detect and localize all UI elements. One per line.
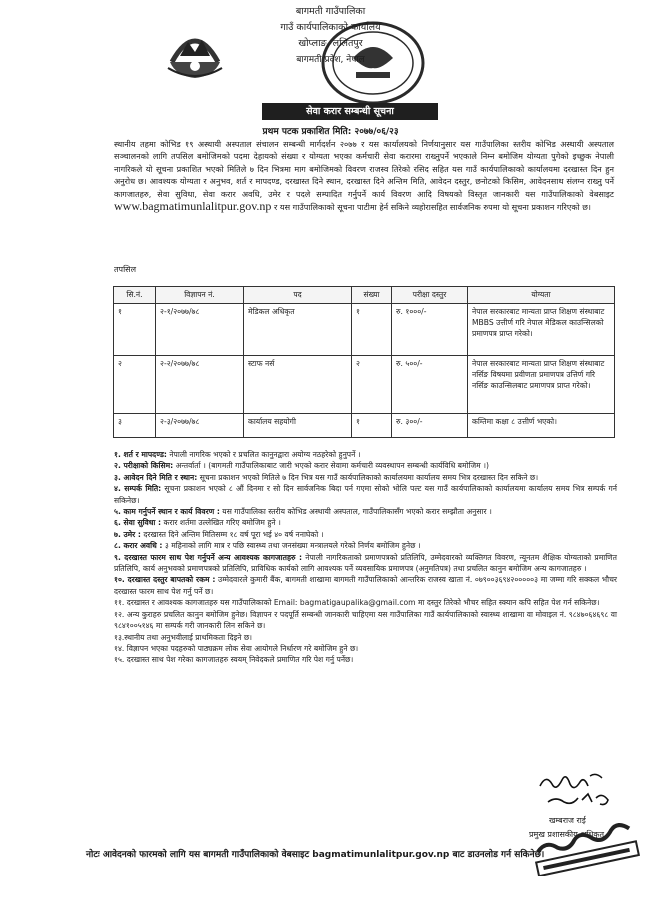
term-text: १४. विज्ञापन भएका पदहरुको पाठ्यक्रम लोक सेवा आयोगले निर्धारण गरे बमोजिम हुने छ। (114, 643, 359, 653)
col-header-fee: परीक्षा दस्तुर (392, 287, 468, 304)
vacancy-table (113, 286, 615, 438)
term-text: दरखास्त दिने अन्तिम मितिसम्म १८ वर्ष पूरा भई ४० वर्ष ननाघेको । (140, 529, 324, 539)
term-item (114, 654, 617, 665)
col-header-sn: सि.नं. (114, 287, 156, 304)
signatory-name: खम्बराज राई (549, 816, 586, 825)
intro-text: स्थानीय तहमा कोभिड १९ अस्थायी अस्पताल संचालन सम्बन्धी मार्गदर्शन २०७७ र यस कार्यालयको निर्णयानुसार यस गाउँपालिका स्तरीय कोभिड अस्थायी अस्पताल सञ्चालनको लागि तपसिल बमोजिमको पदमा देहायको संख्या र योग्यता भएका कर्मचारी सेवा करारमा राख्नुपर्ने भएकाले निम्न बमोजिम योग्यता पुगेको इच्छुक नेपाली नागरिकले यो सूचना प्रकाशित भएको मितिले ७ दिन भित्रमा माग बमोजिमको विवरण राजस्व तिरेको रसिद सहित यस गाउँ कार्यपालिकाको कार्यालयमा दरखास्त दिन हुन अनुरोध छ। आवश्यक योग्यता र अनुभव, शर्त र मापदण्ड, दरखास्त दिने स्थान, दरखास्त दिने अन्तिम मिति, आवेदन दस्तुर, छनोटको किसिम, आवेदनसाथ संलग्न राख्नु पर्ने कागजातहरु, सेवा सुविधा, सेवा करार अवधि, उमेर र पदले सम्पादित गर्नुपर्ने कार्य विवरण आदि विषयको विस्तृत जानकारी यस गाउँपालिकाको वेबसाइट (114, 139, 614, 199)
header-address: खोप्लाङ, ललितपुर (298, 38, 363, 49)
term-item (114, 609, 617, 632)
cell-qualification: नेपाल सरकारबाट मान्यता प्राप्त शिक्षण संस्थाबाट नर्सिङ विषयमा प्रवीणता प्रमाणपत्र उत्तिर्ण गरि नर्सिङ काउन्सिलबाट प्रमाणपत्र प्राप्त गरेको। (468, 356, 615, 414)
cell-ad-no: २-२/२०७७/७८ (156, 356, 244, 414)
term-item (114, 529, 617, 540)
term-label: ५. काम गर्नुपर्ने स्थान र कार्य विवरण : (114, 507, 220, 517)
term-item (114, 517, 617, 528)
terms-list (114, 449, 617, 666)
term-text: ३ महिनाको लागि मात्र र पछि स्वास्थ्य तथा जनसंख्या मन्त्रालयले गरेको निर्णय बमोजिम हुनेछ । (162, 541, 421, 551)
term-item (114, 506, 617, 517)
intro-paragraph (114, 138, 614, 213)
publication-date: प्रथम पटक प्रकाशित मिति: २०७७/०६/२३ (262, 127, 399, 137)
term-item (114, 597, 617, 608)
cell-post: कार्यालय सहयोगी (244, 414, 352, 438)
term-label: ६. सेवा सुविधा : (114, 518, 162, 528)
schedule-label: तपसिल (114, 265, 137, 274)
cell-count: १ (352, 304, 392, 356)
cell-ad-no: २-३/२०७७/७८ (156, 414, 244, 438)
signatory-title: प्रमुख प्रशासकीय अधिकृत (529, 830, 605, 839)
table-header-row (114, 287, 615, 304)
col-header-qualification: योग्यता (468, 287, 615, 304)
term-label: १०. दरखास्त दस्तुर बापतको रकम : (114, 575, 216, 585)
term-text: करार शर्तमा उल्लेखित गरिए बमोजिम हुने । (161, 518, 281, 528)
cell-sn: २ (114, 356, 156, 414)
term-label: ३. आवेदन दिने मिति र स्थान: (114, 472, 198, 482)
term-text: अन्तर्वार्ता । (बागमती गाउँपालिकाबाट जारी भएको करार सेवामा कर्मचारी व्यवस्थापन सम्बन्धी कार्यविधि बमोजिम ।) (173, 461, 489, 471)
term-label: १. शर्त र मापदण्ड: (114, 450, 167, 459)
cell-fee: रु. ३००/- (392, 414, 468, 438)
cell-post: स्टाफ नर्स (244, 356, 352, 414)
table-row (114, 356, 615, 414)
website-link[interactable]: www.bagmatimunlalitpur.gov.np (114, 199, 272, 214)
term-item (114, 540, 617, 551)
cell-fee: रु. १०००/- (392, 304, 468, 356)
cell-sn: ३ (114, 414, 156, 438)
cell-post: मेडिकल अधिकृत (244, 304, 352, 356)
term-text: १३.स्थानीय तथा अनुभवीलाई प्राथमिकता दिइने छ। (114, 632, 253, 642)
term-text: सूचना प्रकाशन भएको मितिले ७ दिन भित्र यस गाउँ कार्यपालिकाको कार्यालयमा कार्यालय समय भित्र दरखास्त दिन सकिने छ। (197, 472, 539, 482)
col-header-ad-no: विज्ञापन नं. (156, 287, 244, 304)
term-label: ४. सम्पर्क मिति: (114, 484, 162, 494)
term-item (114, 643, 617, 654)
term-item (114, 632, 617, 643)
col-header-post: पद (244, 287, 352, 304)
term-text: १५. दरखास्त साथ पेश गरेका कागजातहरु स्वयम् निवेदकले प्रमाणित गरि पेश गर्नु पर्नेछ। (114, 655, 354, 665)
cell-ad-no: २-१/२०७७/७८ (156, 304, 244, 356)
term-text: यस गाउँपालिका स्तरीय कोभिड अस्थायी अस्पताल, गाउँपालिकासँग भएको करार सम्झौता अनुसार । (219, 507, 492, 517)
cell-count: २ (352, 356, 392, 414)
cell-count: १ (352, 414, 392, 438)
term-text: नेपाली नागरिकताको प्रमाणपत्रको प्रतिलिपि, उम्मेदवारको व्यक्तिगत विवरण, न्यूनतम शैक्षिक योग्यताको प्रमाणित प्रतिलिपि, कार्य अनुभवको प्रमाणपत्रको प्रतिलिपि, प्राविधिक कार्यको लागि आवश्यक पर्ने व्यवसायिक प्रमाणपत्र (अनुमतिपत्र) तथा प्रचलित कानुन बमोजिम अन्य कागजातहरु । (114, 552, 617, 574)
term-label: ७. उमेर : (114, 529, 141, 539)
term-text: सूचना प्रकाशन भएको ८ औं दिनमा र सो दिन सार्वजनिक बिदा पर्न गएमा सोको भोलि पल्ट यस गाउँ कार्यपालिकाको कार्यालयमा कार्यालय समय भित्र सम्पर्क गर्न सकिनेछ। (114, 484, 617, 505)
cell-fee: रु. ५००/- (392, 356, 468, 414)
term-item (114, 460, 617, 471)
cell-sn: १ (114, 304, 156, 356)
notice-title: सेवा करार सम्बन्धी सूचना (262, 103, 438, 120)
term-item (114, 574, 617, 597)
header-municipality-name: बागमती गाउँपालिका (295, 6, 366, 17)
header-province: बागमती प्रदेश, नेपाल (296, 55, 365, 65)
term-item (114, 483, 617, 506)
table-row (114, 304, 615, 356)
table-row (114, 414, 615, 438)
cell-qualification: नेपाल सरकारबाट मान्यता प्राप्त शिक्षण संस्थाबाट MBBS उत्तीर्ण गरि नेपाल मेडिकल काउन्सिलको प्रमाणपत्र प्राप्त गरेको। (468, 304, 615, 356)
term-item (114, 449, 617, 460)
term-item (114, 552, 617, 575)
footer-note: नोटः आवेदनको फारमको लागि यस बागमती गाउँपालिकाको वेबसाइट bagmatimunlalitpur.gov.np बाट डाउनलोड गर्न सकिनेछ। (86, 850, 545, 860)
term-text: ११. दरखास्त र आवश्यक कागजातहरु यस गाउँपालिकाको Email: bagmatigaupalika@gmail.com मा दस्तुर तिरेको भौचर सहित स्क्यान कपि सहित पेश गर्न सकिनेछ। (114, 598, 600, 608)
col-header-count: संख्या (352, 287, 392, 304)
term-label: २. परीक्षाको किसिम: (114, 461, 174, 471)
term-label: ९. दरखास्त फारम साथ पेश गर्नुपर्ने अन्य आवश्यक कागजातहरु : (114, 552, 303, 562)
handwritten-signature (536, 770, 616, 810)
officer-stamp-icon (528, 818, 642, 876)
intro-text-after: र यस गाउँपालिकाको सूचना पाटीमा हेर्न सकिने व्यहोरासहित सार्वजनिक रुपमा यो सूचना प्रकाशन गरिएको छ। (274, 202, 591, 213)
term-text: उम्मेदवारले कुमारी बैंक, बागमती शाखामा बागमती गाउँपालिकाको आन्तरिक राजस्व खाता नं. ०७९००३६९४२०००००३ मा जम्मा गरि सक्कल भौचर दरखास्त फारम साथ पेश गर्नु पर्ने छ। (114, 575, 617, 596)
header-office-name: गाउँ कार्यपालिकाको कार्यालय (280, 22, 381, 33)
cell-qualification: कम्तिमा कक्षा ८ उत्तीर्ण भएको। (468, 414, 615, 438)
term-text: नेपाली नागरिक भएको र प्रचलित कानुनद्वारा अयोग्य नठहरेको हुनुपर्ने । (166, 450, 361, 459)
term-text: १२. अन्य कुराहरु प्रचलित कानुन बमोजिम हुनेछ। विज्ञापन र पदपूर्ति सम्बन्धी जानकारी चाहिएमा यस गाउँपालिका गाउँ कार्यपालिकाको स्वास्थ्य शाखामा वा मोवाइल नं. ९८४७०६४६९८ वा ९८४१००५१४६ मा सम्पर्क गरी जानकारी लिन सकिने छ। (114, 609, 617, 631)
term-label: ८. करार अवधि : (114, 541, 163, 551)
term-item (114, 472, 617, 483)
